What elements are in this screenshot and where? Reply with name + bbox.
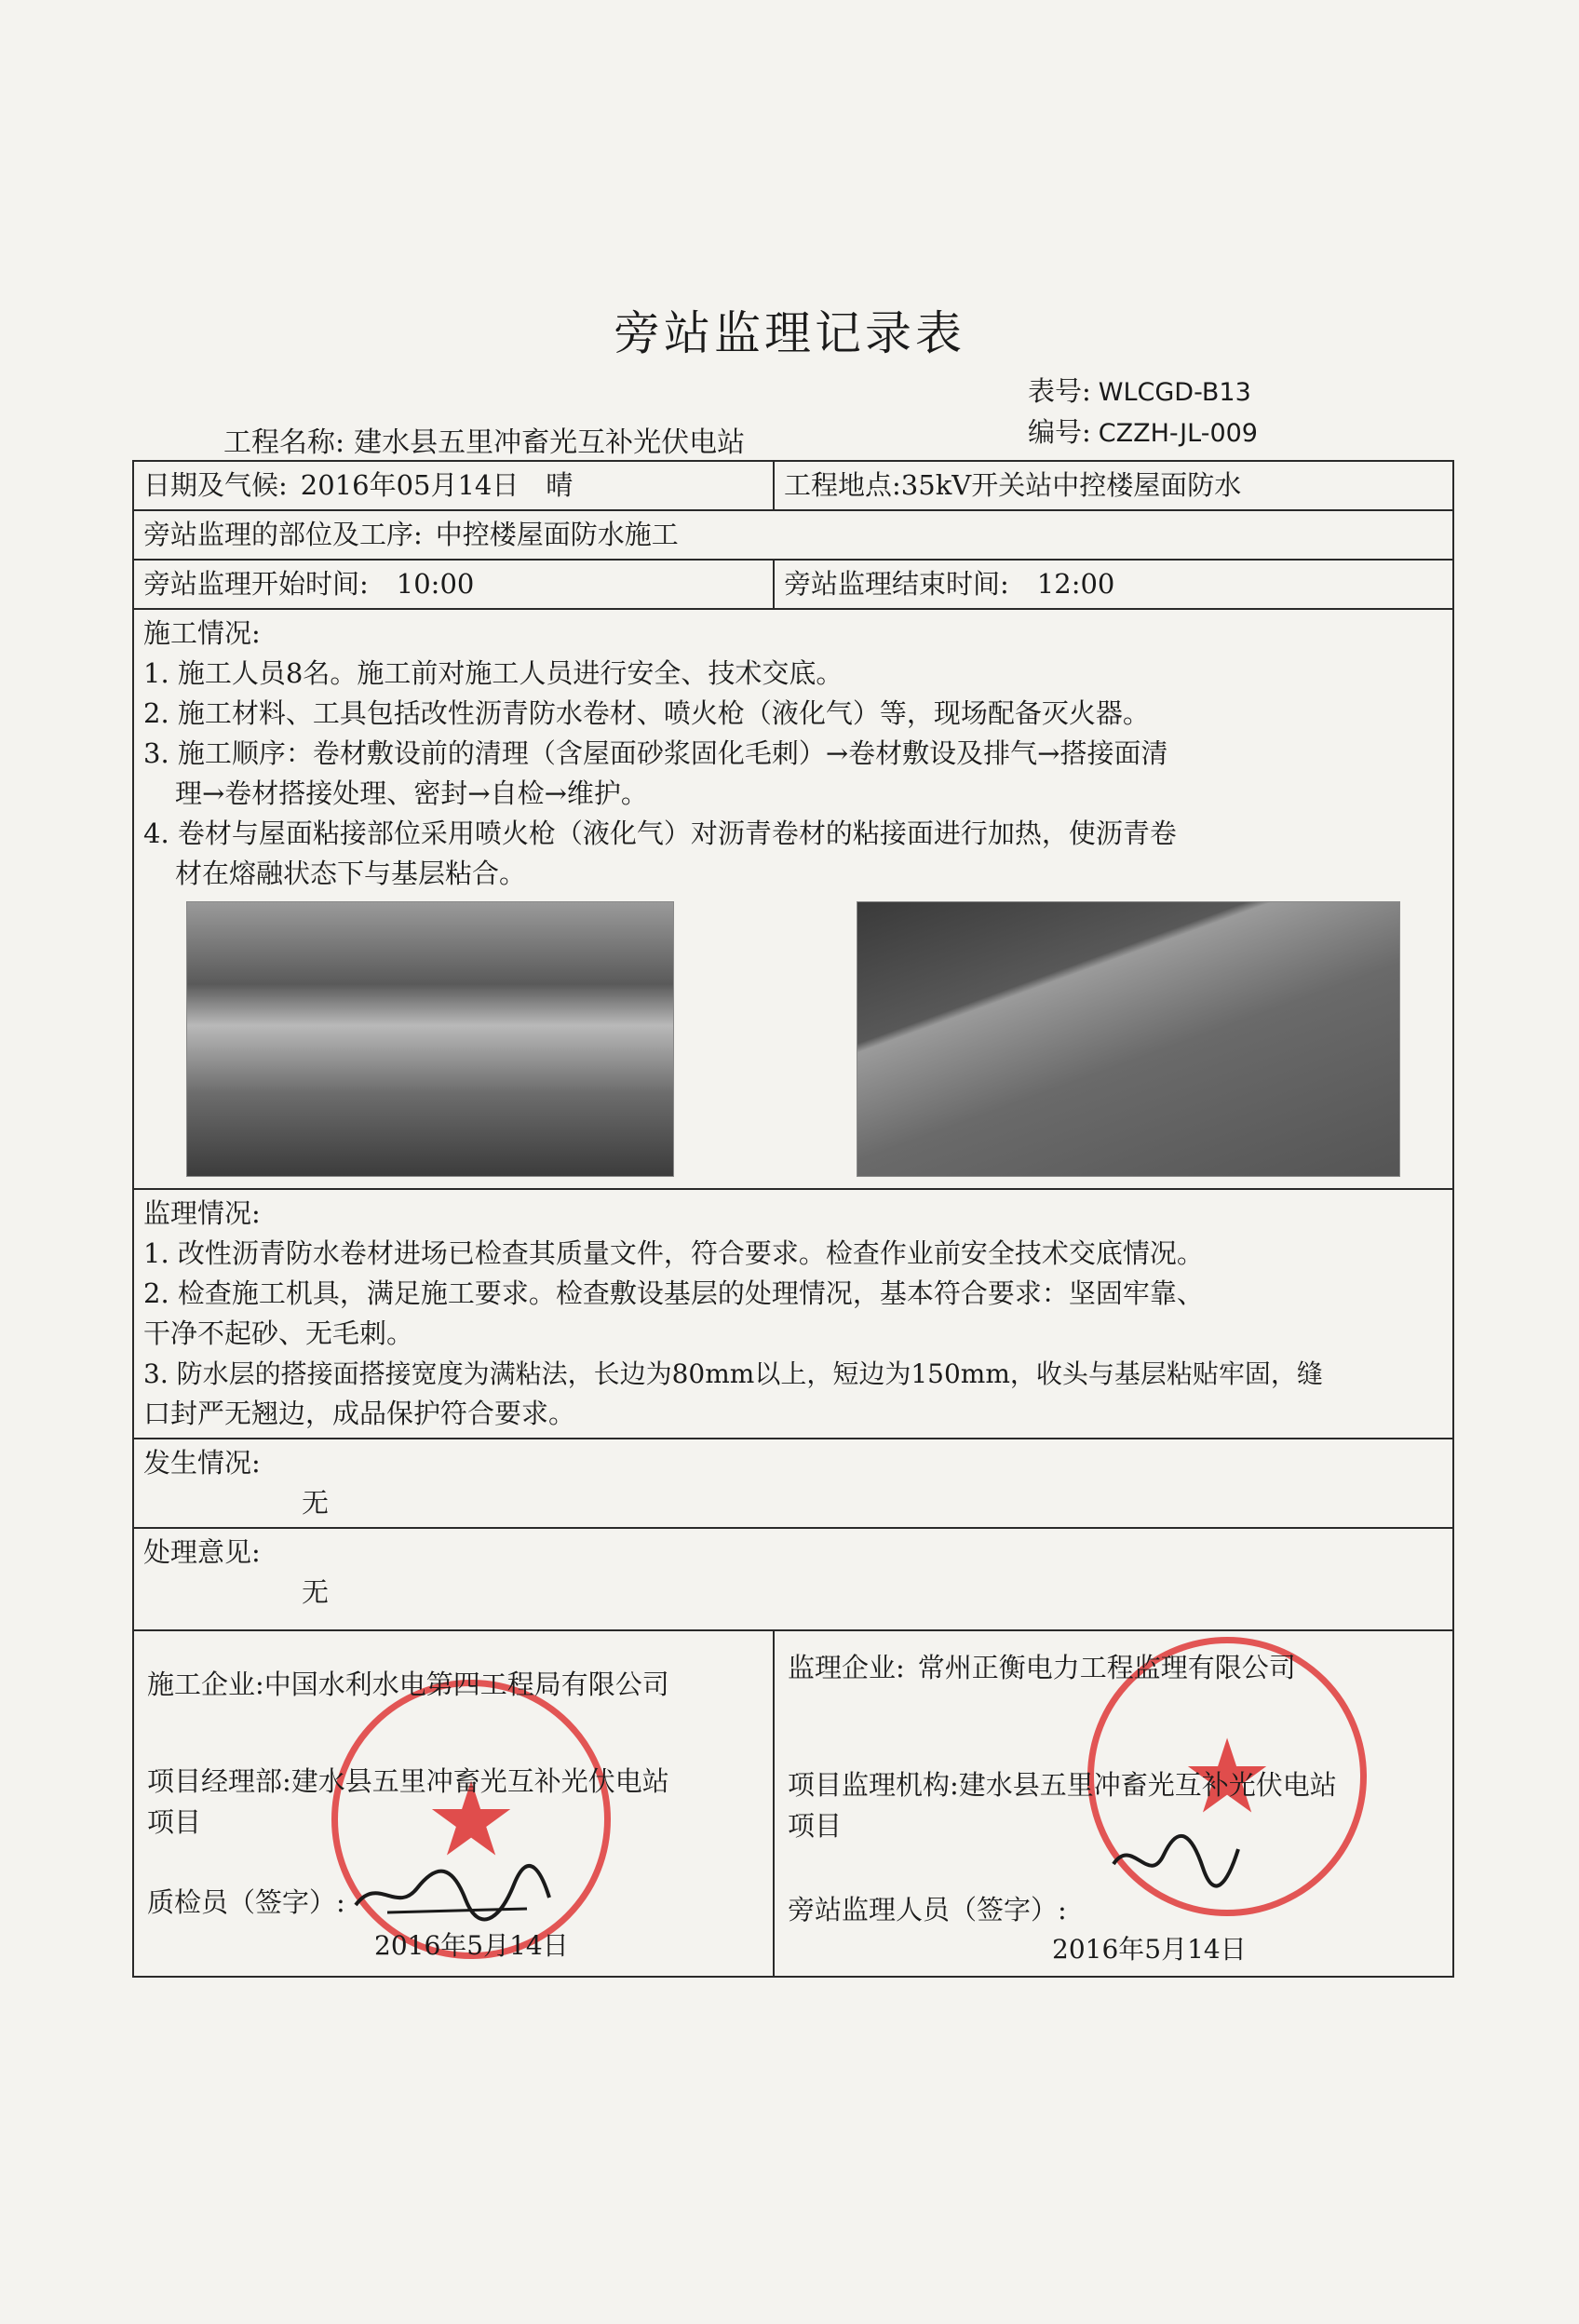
date-weather-label: 日期及气候: <box>143 469 288 501</box>
construction-item-3-cont: 理→卷材搭接处理、密封→自检→维护。 <box>175 777 648 809</box>
date-weather-cell <box>133 461 774 510</box>
seal-star-icon: ★ <box>1181 1717 1274 1836</box>
form-number <box>1028 371 1251 409</box>
supervisor-date: 2016年5月14日 <box>1052 1934 1247 1965</box>
construction-item-3: 3. 施工顺序：卷材敷设前的清理（含屋面砂浆固化毛刺）→卷材敷设及排气→搭接面清 <box>143 737 1168 769</box>
construction-heading: 施工情况: <box>143 617 261 649</box>
supervision-item-3-cont: 口封严无翘边，成品保护符合要求。 <box>143 1398 576 1429</box>
contractor-date: 2016年5月14日 <box>374 1930 569 1961</box>
part-process-cell <box>133 510 1453 560</box>
project-name-label: 工程名称: <box>223 426 345 459</box>
site-photo-left <box>186 901 674 1177</box>
construction-item-4: 4. 卷材与屋面粘接部位采用喷火枪（液化气）对沥青卷材的粘接面进行加热，使沥青卷 <box>143 817 1177 849</box>
document-title: 旁站监理记录表 <box>614 306 965 360</box>
occurrence-value: 无 <box>302 1487 330 1519</box>
end-time-label: 旁站监理结束时间: <box>784 568 1009 600</box>
pm-dept-label: 项目经理部: <box>147 1765 291 1797</box>
supervision-item-2-cont: 干净不起砂、无毛刺。 <box>143 1317 414 1349</box>
pm-dept-suffix: 项目 <box>147 1806 202 1838</box>
construction-item-2: 2. 施工材料、工具包括改性沥青防水卷材、喷火枪（液化气）等，现场配备灭火器。 <box>143 697 1150 729</box>
occurrence-label: 发生情况: <box>143 1447 261 1479</box>
handling-section <box>133 1528 1453 1630</box>
supervision-section <box>133 1189 1453 1439</box>
construction-section <box>133 609 1453 1189</box>
inspector-label: 质检员（签字）: <box>147 1886 345 1918</box>
contractor-line <box>147 1665 669 1705</box>
supervisor-line <box>788 1648 1296 1688</box>
sup-org-line <box>788 1765 1337 1805</box>
inspector-signature <box>350 1857 555 1931</box>
handling-value: 无 <box>302 1576 330 1608</box>
handling-label: 处理意见: <box>143 1536 261 1568</box>
sup-person-label: 旁站监理人员（签字）: <box>788 1894 1067 1925</box>
record-form <box>132 460 1454 1978</box>
start-time-cell <box>133 560 774 609</box>
supervisor-signature-block <box>774 1630 1453 1977</box>
supervisor-label: 监理企业: <box>788 1652 905 1683</box>
sup-org-suffix: 项目 <box>788 1810 843 1842</box>
site-photo-right <box>857 901 1400 1177</box>
date-weather-value: 2016年05月14日 晴 <box>300 469 574 501</box>
part-process-label: 旁站监理的部位及工序: <box>143 519 423 550</box>
project-name <box>223 419 745 460</box>
supervision-item-1: 1. 改性沥青防水卷材进场已检查其质量文件，符合要求。检查作业前安全技术交底情况。 <box>143 1237 1204 1269</box>
contractor-value: 中国水利水电第四工程局有限公司 <box>263 1669 669 1700</box>
project-name-value: 建水县五里冲畜光互补光伏电站 <box>354 426 746 459</box>
occurrence-section <box>133 1439 1453 1528</box>
sup-org-value: 建水县五里冲畜光互补光伏电站 <box>958 1769 1337 1801</box>
supervisor-value: 常州正衡电力工程监理有限公司 <box>917 1652 1296 1683</box>
supervisor-signature <box>1106 1827 1246 1901</box>
contractor-label: 施工企业: <box>147 1669 264 1700</box>
end-time-cell <box>774 560 1453 609</box>
form-number-value: WLCGD-B13 <box>1098 378 1251 407</box>
location-cell <box>774 461 1453 510</box>
form-number-label: 表号: <box>1028 375 1091 407</box>
supervision-item-2: 2. 检查施工机具，满足施工要求。检查敷设基层的处理情况，基本符合要求：坚固牢靠、 <box>143 1277 1204 1309</box>
end-time-value: 12:00 <box>1036 568 1115 600</box>
seal-star-icon: ★ <box>425 1760 518 1879</box>
location-label: 工程地点: <box>784 469 901 501</box>
start-time-label: 旁站监理开始时间: <box>143 568 369 600</box>
site-photos <box>143 894 1443 1184</box>
contractor-signature-block <box>133 1630 774 1977</box>
serial-number-value: CZZH-JL-009 <box>1098 419 1258 448</box>
pm-dept-line <box>147 1762 669 1802</box>
pm-dept-value: 建水县五里冲畜光互补光伏电站 <box>290 1765 669 1797</box>
supervision-heading: 监理情况: <box>143 1197 261 1229</box>
serial-number-label: 编号: <box>1028 416 1091 448</box>
location-value: 35kV开关站中控楼屋面防水 <box>900 469 1242 501</box>
start-time-value: 10:00 <box>396 568 475 600</box>
sup-org-label: 项目监理机构: <box>788 1769 959 1801</box>
construction-item-4-cont: 材在熔融状态下与基层粘合。 <box>175 858 527 889</box>
serial-number <box>1028 412 1258 450</box>
part-process-value: 中控楼屋面防水施工 <box>435 519 679 550</box>
supervision-item-3: 3. 防水层的搭接面搭接宽度为满粘法，长边为80mm以上，短边为150mm，收头与基层粘贴牢固，缝 <box>143 1358 1323 1389</box>
construction-item-1: 1. 施工人员8名。施工前对施工人员进行安全、技术交底。 <box>143 657 843 689</box>
